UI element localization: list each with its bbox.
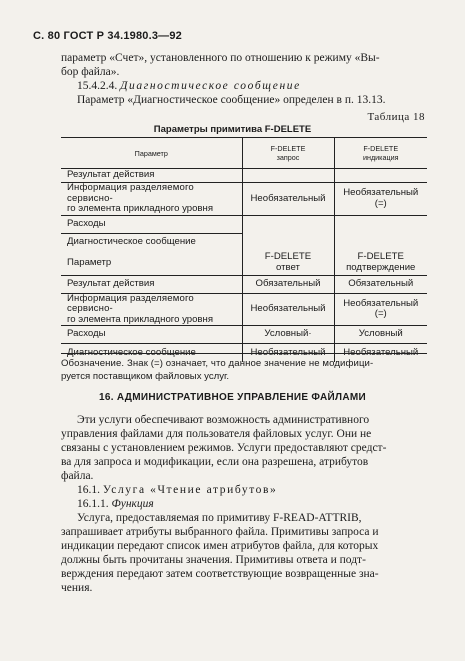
parameters-table (61, 137, 427, 362)
intro-line-1: параметр «Счет», установленного по отношению к режиму «Вы- (61, 52, 380, 64)
body-p2-line-5: верждения передают затем соответствующие возвращенные зна- (61, 568, 379, 580)
body-p1-line-2: управления файлами для пользователя файловых услуг. Они не (61, 428, 372, 440)
cell-indication (334, 326, 427, 344)
cell-indication-line: F-DELETE (357, 251, 404, 263)
table-row (61, 251, 427, 275)
cell-parameter-line: го элемента прикладного уровня (67, 203, 214, 214)
table-row (61, 169, 427, 183)
cell-parameter (61, 215, 242, 233)
table-caption: Параметры примитива F-DELETE (153, 124, 312, 135)
cell-indication-line: (=) (374, 197, 387, 209)
table-number: Таблица 18 (367, 111, 425, 123)
cell-parameter-line: Результат действия (67, 169, 155, 181)
cell-parameter-line: Параметр (67, 256, 112, 268)
section-16-title: 16. АДМИНИСТРАТИВНОЕ УПРАВЛЕНИЕ ФАЙЛАМИ (99, 392, 366, 403)
cell-indication (334, 183, 427, 216)
cell-parameter-line: Расходы (67, 328, 106, 340)
table-row (61, 233, 427, 251)
cell-request (242, 233, 334, 251)
cell-request (242, 183, 334, 216)
cell-request-line: F-DELETE (264, 251, 312, 263)
note-line-2: руется поставщиком файловых услуг. (61, 371, 230, 382)
cell-indication (334, 169, 427, 183)
subsection-title: Диагностическое сообщение (120, 80, 301, 92)
cell-request-line: Необязательный (250, 303, 326, 314)
cell-parameter-line: Расходы (67, 217, 106, 229)
header-parameter: Параметр (61, 138, 242, 169)
cell-parameter (61, 293, 242, 326)
header-request-line-1: F-DELETE (270, 144, 306, 153)
cell-request-line: ответ (276, 261, 300, 273)
subsection-16-1-1-title: Функция (111, 498, 154, 510)
cell-request (242, 169, 334, 183)
page-header: С. 80 ГОСТ Р 34.1980.3—92 (33, 30, 183, 42)
cell-indication-line: Условный (358, 328, 403, 340)
cell-indication (334, 215, 427, 233)
cell-parameter (61, 275, 242, 293)
cell-parameter-line: Диагностическое сообщение (67, 346, 196, 358)
cell-request (242, 293, 334, 326)
cell-request-line: Обязательный (255, 277, 321, 289)
note-text-1: Обозначение. Знак (=) означает, что данное значение не модифици- (61, 358, 374, 369)
cell-parameter-line: Информация разделяемого сервисно- (67, 182, 194, 204)
subsection-16-1-1 (77, 498, 154, 510)
cell-indication-line: подтверждение (346, 261, 416, 273)
cell-parameter-line: го элемента прикладного уровня (67, 313, 214, 325)
header-request-line-2: запрос (276, 153, 300, 162)
cell-indication-line: Необязательный (343, 187, 419, 199)
intro-line-4: Параметр «Диагностическое сообщение» определен в п. 13.13. (77, 94, 386, 106)
cell-parameter (61, 233, 242, 251)
cell-indication (334, 233, 427, 251)
body-p1-line-3: связаны с установлением режимов. Услуги предоставляют средст- (61, 442, 387, 454)
body-p2-line-4: должны быть прочитаны значения. Примитивы ответа и подт- (61, 554, 366, 566)
cell-indication-line: (=) (374, 308, 387, 320)
body-p2-line-6: чения. (61, 582, 93, 594)
header-indication-line-1: F-DELETE (363, 144, 399, 153)
table-row (61, 326, 427, 344)
cell-request (242, 215, 334, 233)
subsection-15-4-2-4 (77, 80, 301, 92)
cell-parameter (61, 169, 242, 183)
body-p1-line-4: ва для запроса и модификации, если она разрешена, атрибутов (61, 456, 369, 468)
note-line-1 (61, 358, 373, 369)
cell-indication (334, 293, 427, 326)
cell-indication-line: Обязательный (348, 277, 414, 289)
table-row (61, 183, 427, 216)
cell-request-line: Необязательный (250, 192, 326, 204)
body-p1-line-1: Эти услуги обеспечивают возможность административного (77, 414, 370, 426)
cell-indication-line: Необязательный (343, 297, 419, 309)
cell-parameter-line: Диагностическое сообщение (67, 236, 196, 247)
subsection-16-1-title: Услуга «Чтение атрибутов» (102, 484, 278, 496)
cell-indication (334, 251, 427, 275)
header-indication-line-2: индикация (362, 153, 399, 162)
header-request (242, 138, 334, 169)
cell-request (242, 275, 334, 293)
cell-request (242, 251, 334, 275)
header-indication (334, 138, 427, 169)
subsection-16-1-1-number: 16.1.1. (77, 498, 109, 510)
table-row (61, 293, 427, 326)
cell-parameter-line: Информация разделяемого сервисно- (67, 292, 194, 314)
cell-parameter (61, 251, 242, 275)
table-bottom-rule (61, 353, 427, 354)
subsection-number: 15.4.2.4. (77, 80, 118, 92)
cell-request (242, 326, 334, 344)
table-row (61, 215, 427, 233)
table-header-row (61, 138, 427, 169)
body-p2-line-2: запрашивает атрибуты выбранного файла. Примитивы запроса и (61, 526, 379, 538)
cell-parameter (61, 183, 242, 216)
cell-parameter-line: Результат действия (67, 277, 155, 289)
subsection-16-1-number: 16.1. (77, 484, 100, 496)
body-p2-line-1: Услуга, предоставляемая по примитиву F-READ-ATTRIB, (77, 512, 362, 524)
body-p2-line-3: индикации передают список имен атрибутов файла, для которых (61, 540, 379, 552)
cell-indication-line: Необязательный (343, 346, 419, 358)
cell-request-line: Условный· (264, 328, 312, 340)
intro-line-2: бор файла». (61, 66, 120, 78)
body-p1-line-5: файла. (61, 470, 94, 482)
table-row (61, 275, 427, 293)
cell-indication (334, 275, 427, 293)
cell-parameter (61, 326, 242, 344)
cell-request-line: Необязательный (250, 346, 326, 358)
subsection-16-1 (77, 484, 277, 496)
